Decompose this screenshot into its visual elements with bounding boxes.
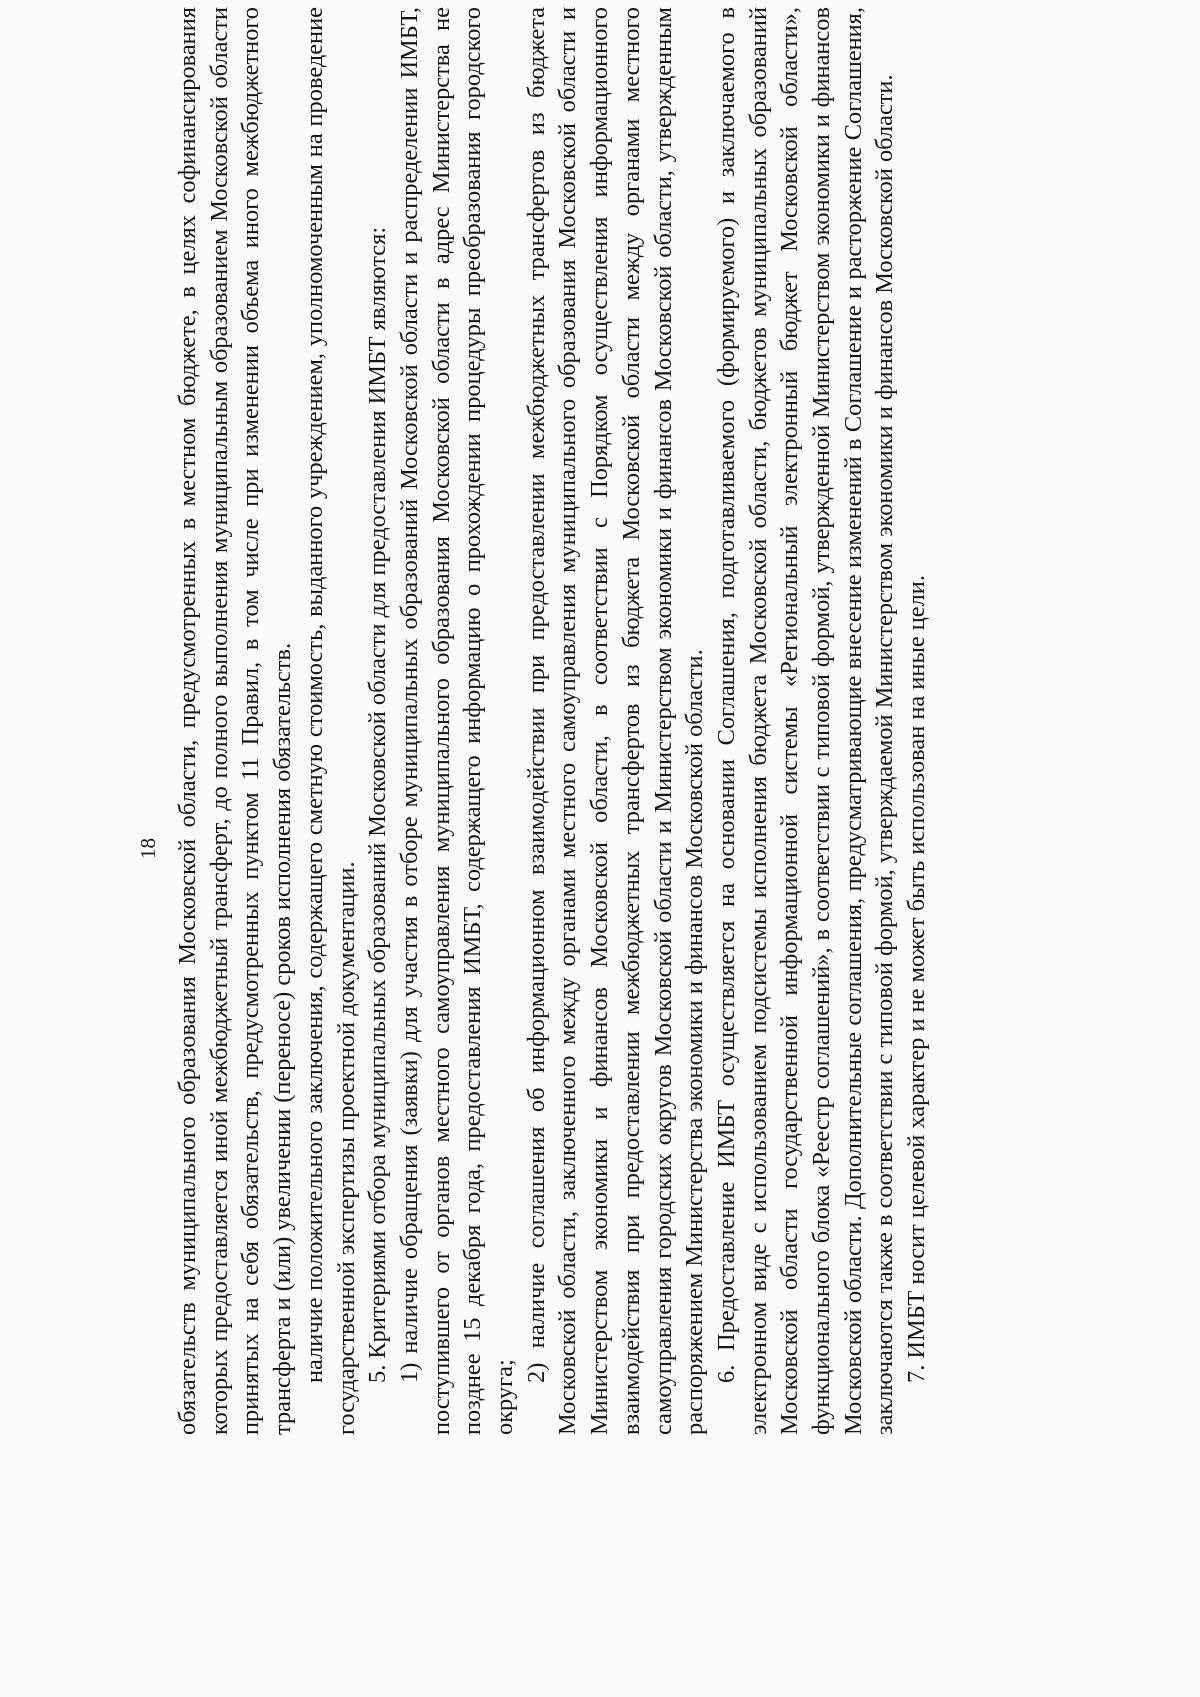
paragraph-selection-criteria: 5. Критериями отбора муниципальных образований Московской области для предоставления ИМБТ являются: [364, 226, 392, 1383]
paragraph-section-6: 6. Предоставление ИМБТ осуществляется на основании Соглашения, подготавливаемого (формируемого) и заключаемого в электронном виде с использованием подсистемы исполнения бюджета Московской области, бюджетов муниципальных образований Московской области государственной информационной системы «Региональный электронный бюджет Московской области», функционального блока «Реестр соглашений», в соответствии с типовой формой, утвержденной Министерством экономики и финансов Московской области. Дополнительные соглашения, предусматривающие внесение изменений в Соглашение и расторжение Соглашения, заключаются также в соответствии с типовой формой, утверждаемой Министерством экономики и финансов Московской области. [712, 7, 899, 1435]
paragraph-obligations-continued: обязательств муниципального образования Московской области, предусмотренных в местном бюджете, в целях софинансирования которых предоставляется иной межбюджетный трансферт, до полного выполнения муниципальным образованием Московской области принятых на себя обязательств, предусмотренных пунктом 11 Правил, в том числе при изменении объема иного межбюджетного трансферта и (или) увеличении (переносе) сроков исполнения обязательств. [174, 7, 297, 1435]
page-number: 18 [136, 838, 160, 859]
body-text [172, 7, 933, 1435]
paragraph-criterion-2: 2) наличие соглашения об информационном взаимодействии при предоставлении межбюджетных трансфертов из бюджета Московской области, заключенного между органами местного самоуправления муниципального образования Московской области и Министерством экономики и финансов Московской области, в соответствии с Порядком осуществления информационного взаимодействия при предоставлении межбюджетных трансфертов из бюджета Московской области между органами местного самоуправления городских округов Московской области и Министерством экономики и финансов Московской области, утвержденным распоряжением Министерства экономики и финансов Московской области. [522, 7, 709, 1435]
paragraph-section-7: 7. ИМБТ носит целевой характер и не может быть использован на иные цели. [903, 575, 931, 1383]
paragraph-criterion-1: 1) наличие обращения (заявки) для участия в отборе муниципальных образований Московской области и распределении ИМБТ, поступившего от органов местного самоуправления муниципального образования Московской области в адрес Министерства не позднее 15 декабря года, предоставления ИМБТ, содержащего информацию о прохождении процедуры преобразования городского округа; [395, 7, 519, 1435]
paragraph-expert-conclusion: наличие положительного заключения, содержащего сметную стоимость, выданного учреждением, уполномоченным на проведение государственной экспертизы проектной документации. [300, 7, 360, 1435]
